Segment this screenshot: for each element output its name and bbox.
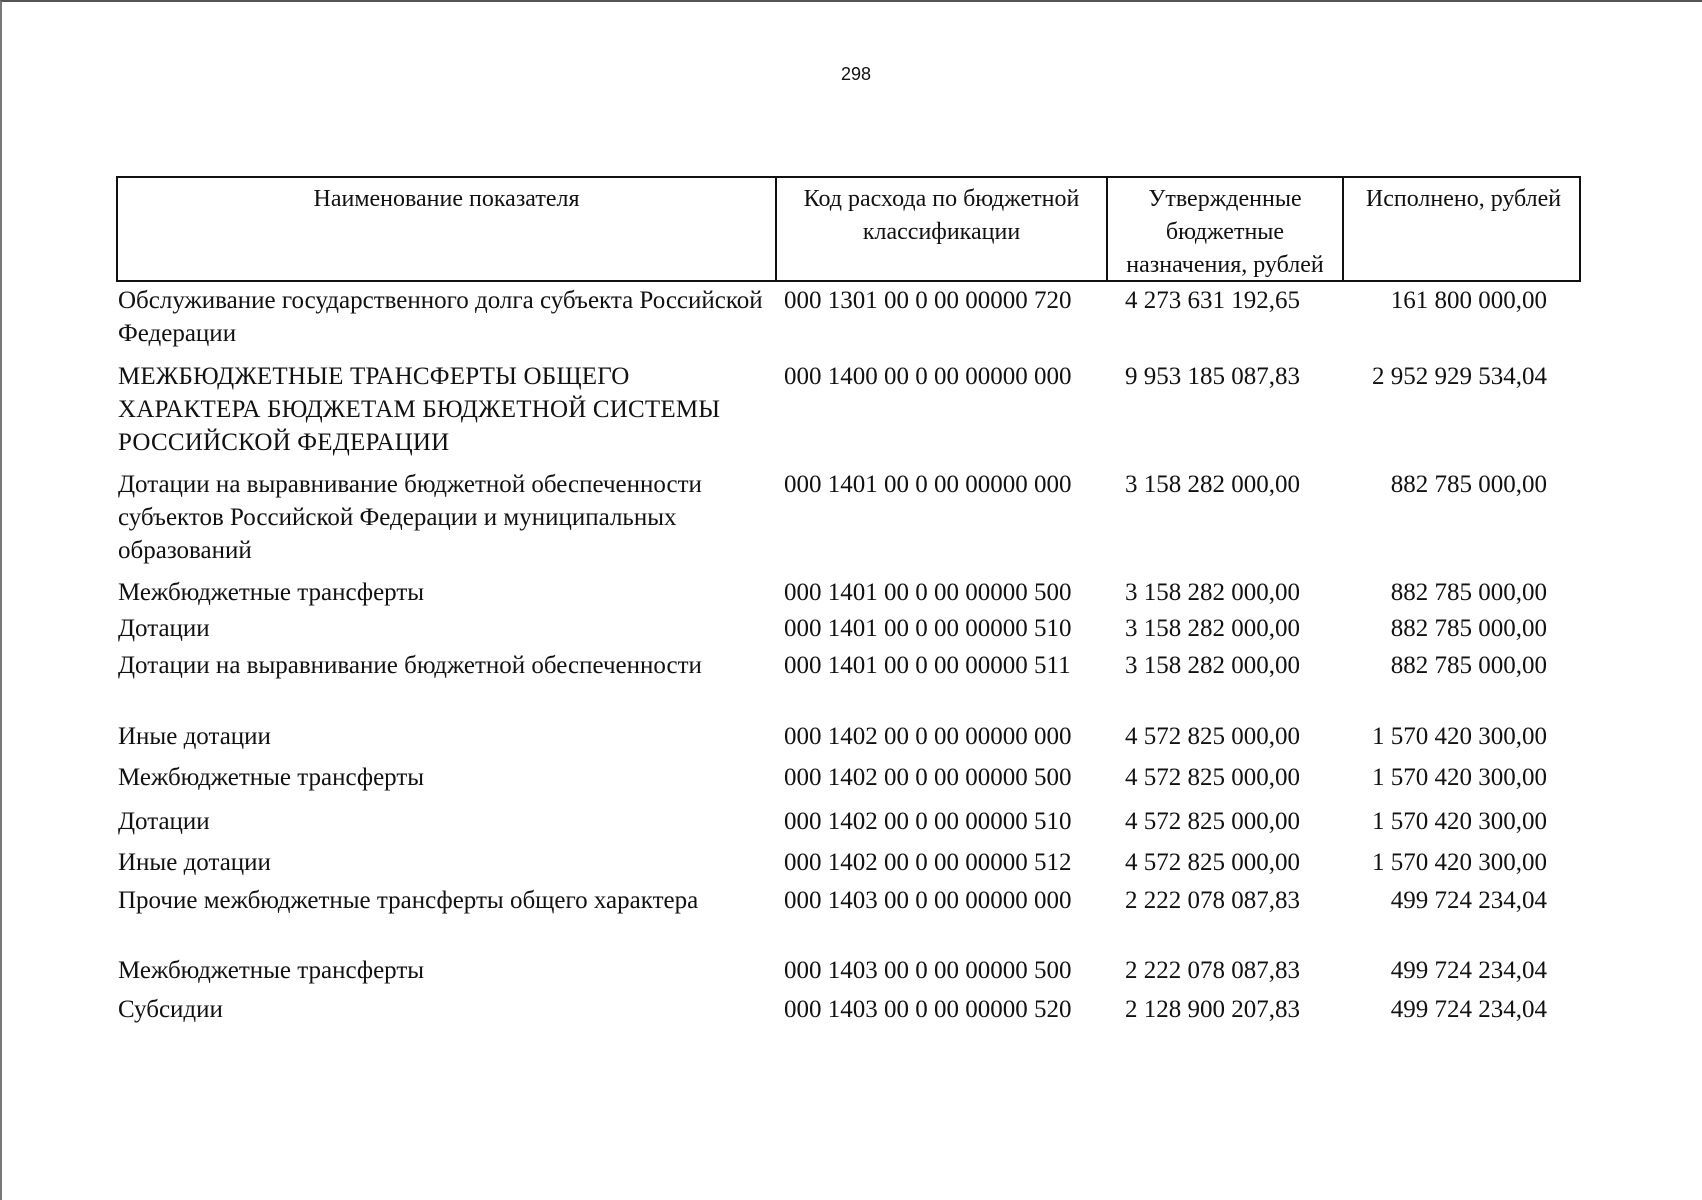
row-approved: 3 158 282 000,00 xyxy=(1125,579,1300,606)
table-row xyxy=(116,612,1581,649)
row-name: Дотации xyxy=(118,615,210,642)
row-approved: 4 572 825 000,00 xyxy=(1125,849,1300,876)
row-executed: 1 570 420 300,00 xyxy=(1372,723,1547,750)
row-name: Дотации на выравнивание бюджетной обеспеченности xyxy=(118,652,702,679)
header-code: Код расхода по бюджетной классификации xyxy=(775,178,1106,282)
row-approved: 2 222 078 087,83 xyxy=(1125,957,1300,984)
row-name: Иные дотации xyxy=(118,723,271,750)
row-executed: 1 570 420 300,00 xyxy=(1372,808,1547,835)
row-name: Субсидии xyxy=(118,996,223,1023)
row-executed: 1 570 420 300,00 xyxy=(1372,849,1547,876)
table-row xyxy=(116,761,1581,805)
row-executed: 882 785 000,00 xyxy=(1390,471,1547,498)
row-name: Межбюджетные трансферты xyxy=(118,764,425,791)
page-number: 298 xyxy=(840,64,872,84)
table-row xyxy=(116,468,1581,567)
table-row xyxy=(116,649,1581,720)
row-code: 000 1402 00 0 00 00000 512 xyxy=(784,849,1072,876)
row-code: 000 1401 00 0 00 00000 511 xyxy=(784,652,1071,679)
row-code: 000 1401 00 0 00 00000 500 xyxy=(784,579,1072,606)
table-row xyxy=(116,805,1581,846)
row-code: 000 1403 00 0 00 00000 500 xyxy=(784,957,1072,984)
table-row xyxy=(116,884,1581,954)
row-approved: 2 222 078 087,83 xyxy=(1125,887,1300,914)
row-approved: 4 572 825 000,00 xyxy=(1125,764,1300,791)
row-name: Дотации xyxy=(118,808,210,835)
row-code: 000 1401 00 0 00 00000 510 xyxy=(784,615,1072,642)
row-name: Дотации на выравнивание бюджетной обеспеченности субъектов Российской Федерации и муниципальных образований xyxy=(118,471,702,564)
row-approved: 4 572 825 000,00 xyxy=(1125,723,1300,750)
row-name: Прочие межбюджетные трансферты общего характера xyxy=(118,887,699,914)
row-executed: 2 952 929 534,04 xyxy=(1372,363,1547,390)
table-header xyxy=(116,176,1581,282)
row-approved: 4 572 825 000,00 xyxy=(1125,808,1300,835)
table-row xyxy=(116,954,1581,993)
budget-table xyxy=(116,176,1581,1029)
row-code: 000 1301 00 0 00 00000 720 xyxy=(784,287,1072,314)
row-name: Межбюджетные трансферты xyxy=(118,579,425,606)
header-approved: Утвержденные бюджетные назначения, рублей xyxy=(1106,178,1342,282)
row-executed: 499 724 234,04 xyxy=(1390,887,1547,914)
row-approved: 3 158 282 000,00 xyxy=(1125,471,1300,498)
row-name: Межбюджетные трансферты xyxy=(118,957,425,984)
row-code: 000 1400 00 0 00 00000 000 xyxy=(784,363,1072,390)
row-code: 000 1401 00 0 00 00000 000 xyxy=(784,471,1072,498)
row-code: 000 1403 00 0 00 00000 000 xyxy=(784,887,1072,914)
table-row xyxy=(116,720,1581,761)
row-executed: 1 570 420 300,00 xyxy=(1372,764,1547,791)
header-executed: Исполнено, рублей xyxy=(1342,178,1583,282)
table-row xyxy=(116,360,1581,459)
row-name: МЕЖБЮДЖЕТНЫЕ ТРАНСФЕРТЫ ОБЩЕГО ХАРАКТЕРА БЮДЖЕТАМ БЮДЖЕТНОЙ СИСТЕМЫ РОССИЙСКОЙ ФЕДЕРАЦИИ xyxy=(118,363,721,456)
row-code: 000 1402 00 0 00 00000 510 xyxy=(784,808,1072,835)
row-approved: 9 953 185 087,83 xyxy=(1125,363,1300,390)
row-executed: 161 800 000,00 xyxy=(1390,287,1547,314)
row-code: 000 1402 00 0 00 00000 000 xyxy=(784,723,1072,750)
table-row xyxy=(116,576,1581,612)
row-code: 000 1402 00 0 00 00000 500 xyxy=(784,764,1072,791)
row-approved: 2 128 900 207,83 xyxy=(1125,996,1300,1023)
row-approved: 3 158 282 000,00 xyxy=(1125,652,1300,679)
row-name: Обслуживание государственного долга субъекта Российской Федерации xyxy=(118,287,763,347)
row-approved: 4 273 631 192,65 xyxy=(1125,287,1300,314)
table-row xyxy=(116,284,1581,350)
row-executed: 499 724 234,04 xyxy=(1390,996,1547,1023)
table-row xyxy=(116,993,1581,1029)
row-executed: 499 724 234,04 xyxy=(1390,957,1547,984)
row-executed: 882 785 000,00 xyxy=(1390,652,1547,679)
table-row xyxy=(116,846,1581,884)
header-name: Наименование показателя xyxy=(313,186,580,212)
row-executed: 882 785 000,00 xyxy=(1390,579,1547,606)
row-code: 000 1403 00 0 00 00000 520 xyxy=(784,996,1072,1023)
row-executed: 882 785 000,00 xyxy=(1390,615,1547,642)
row-name: Иные дотации xyxy=(118,849,271,876)
row-approved: 3 158 282 000,00 xyxy=(1125,615,1300,642)
